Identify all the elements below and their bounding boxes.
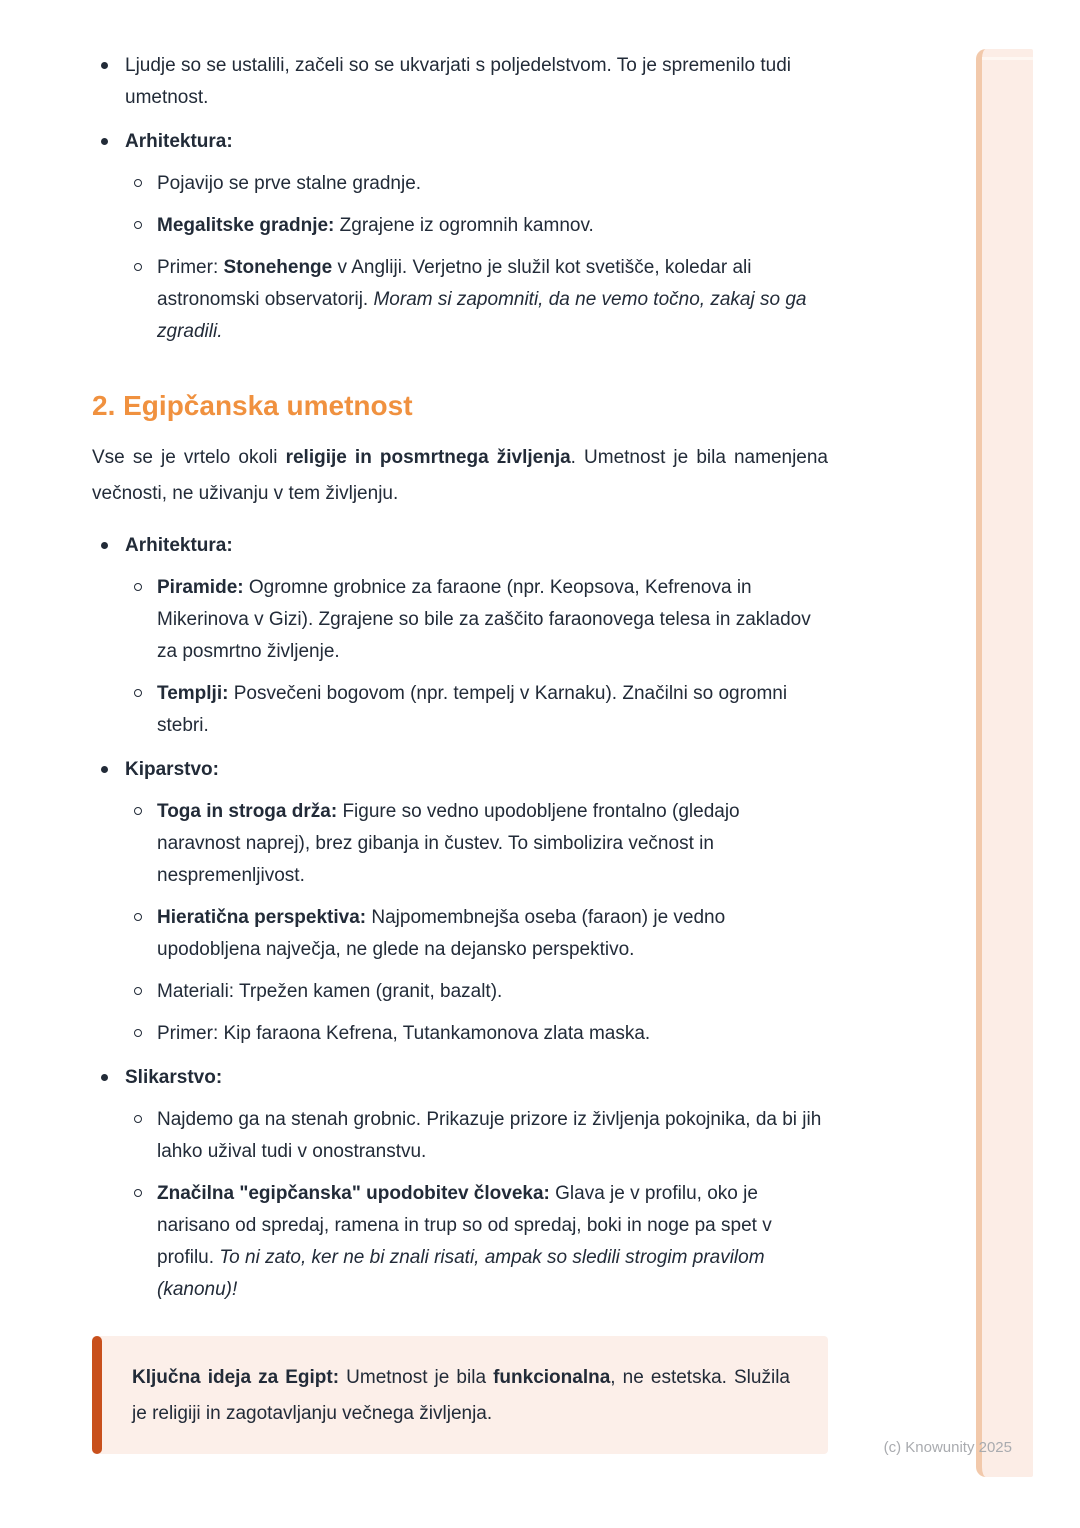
list-item-text: Arhitektura:: [125, 535, 233, 556]
list-item-text: Slikarstvo:: [125, 1067, 223, 1088]
sub-list-item-text: Megalitske gradnje: Zgrajene iz ogromnih kamnov.: [157, 215, 594, 236]
callout-text: Ključna ideja za Egipt: Umetnost je bila funkcionalna, ne estetska. Služila je religiji in zagotavljanju večnega življenja.: [132, 1367, 790, 1424]
sub-list-item-text: Značilna "egipčanska" upodobitev človeka: Glava je v profilu, oko je narisano od spredaj, ramena in trup so od spredaj, boki in noge pa spet v profilu. To ni zato, ker ne bi znali risati, ampak so sledili strogim pravilom (kanonu)!: [157, 1183, 772, 1300]
sub-bullet-list: [125, 796, 828, 1050]
sub-list-item: [125, 168, 828, 200]
list-item: [92, 754, 828, 1050]
sub-bullet-list: [125, 1104, 828, 1306]
sub-list-item-text: Najdemo ga na stenah grobnic. Prikazuje prizore iz življenja pokojnika, da bi jih lahko užival tudi v onostranstvu.: [157, 1109, 822, 1162]
bullet-circle-icon: [134, 987, 142, 995]
bullet-circle-icon: [134, 263, 142, 271]
document-content: [92, 50, 828, 1454]
sub-list-item: [125, 1018, 828, 1050]
sub-list-item: [125, 210, 828, 242]
sub-list-item-text: Primer: Stonehenge v Angliji. Verjetno je služil kot svetišče, koledar ali astronomski observatorij. Moram si zapomniti, da ne vemo točno, zakaj so ga zgradili.: [157, 257, 807, 342]
bullet-circle-icon: [134, 913, 142, 921]
bullet-circle-icon: [134, 1115, 142, 1123]
bullet-dot-icon: [101, 138, 108, 145]
callout-accent-bar: [92, 1336, 102, 1454]
sub-list-item-text: Primer: Kip faraona Kefrena, Tutankamonova zlata maska.: [157, 1023, 651, 1044]
sub-bullet-list: [125, 572, 828, 742]
sub-list-item: [125, 252, 828, 348]
sub-list-item: [125, 796, 828, 892]
list-item: [92, 1062, 828, 1306]
bullet-circle-icon: [134, 689, 142, 697]
bullet-dot-icon: [101, 542, 108, 549]
sub-bullet-list: [125, 168, 828, 348]
bullet-circle-icon: [134, 807, 142, 815]
sub-list-item-text: Materiali: Trpežen kamen (granit, bazalt).: [157, 981, 503, 1002]
sub-list-item: [125, 572, 828, 668]
bullet-circle-icon: [134, 583, 142, 591]
list-item: [92, 126, 828, 348]
sub-list-item-text: Hieratična perspektiva: Najpomembnejša oseba (faraon) je vedno upodobljena največja, ne glede na dejansko perspektivo.: [157, 907, 726, 960]
bullet-circle-icon: [134, 221, 142, 229]
section-heading: 2. Egipčanska umetnost: [92, 390, 413, 421]
list-item-text: Kiparstvo:: [125, 759, 219, 780]
sub-list-item: [125, 678, 828, 742]
list-item: [92, 50, 828, 114]
sub-list-item-text: Templji: Posvečeni bogovom (npr. tempelj v Karnaku). Značilni so ogromni stebri.: [157, 683, 788, 736]
sub-list-item-text: Pojavijo se prve stalne gradnje.: [157, 173, 422, 194]
sub-list-item-text: Toga in stroga drža: Figure so vedno upodobljene frontalno (gledajo naravnost naprej), brez gibanja in čustev. To simbolizira večnost in nespremenljivost.: [157, 801, 740, 886]
bullet-circle-icon: [134, 1189, 142, 1197]
section-bullet-list: [92, 530, 828, 1306]
bullet-circle-icon: [134, 179, 142, 187]
page-edge-strip-highlight: [982, 57, 1033, 60]
watermark: (c) Knowunity 2025: [883, 1439, 1012, 1456]
list-item: [92, 530, 828, 742]
page-edge-strip: [976, 49, 1033, 1477]
sub-list-item: [125, 976, 828, 1008]
sub-list-item-text: Piramide: Ogromne grobnice za faraone (npr. Keopsova, Kefrenova in Mikerinova v Gizi). Zgrajene so bile za zaščito faraonovega telesa in zakladov za posmrtno življenje.: [157, 577, 811, 662]
sub-list-item: [125, 902, 828, 966]
key-idea-callout: [92, 1336, 828, 1454]
section-intro-paragraph: Vse se je vrtelo okoli religije in posmrtnega življenja. Umetnost je bila namenjena večnosti, ne uživanju v tem življenju.: [92, 447, 828, 504]
sub-list-item: [125, 1178, 828, 1306]
list-item-text: Arhitektura:: [125, 131, 233, 152]
intro-bullet-list: [92, 50, 828, 348]
list-item-text: Ljudje so se ustalili, začeli so se ukvarjati s poljedelstvom. To je spremenilo tudi umetnost.: [125, 55, 792, 108]
sub-list-item: [125, 1104, 828, 1168]
bullet-dot-icon: [101, 1074, 108, 1081]
bullet-dot-icon: [101, 766, 108, 773]
bullet-circle-icon: [134, 1029, 142, 1037]
bullet-dot-icon: [101, 62, 108, 69]
